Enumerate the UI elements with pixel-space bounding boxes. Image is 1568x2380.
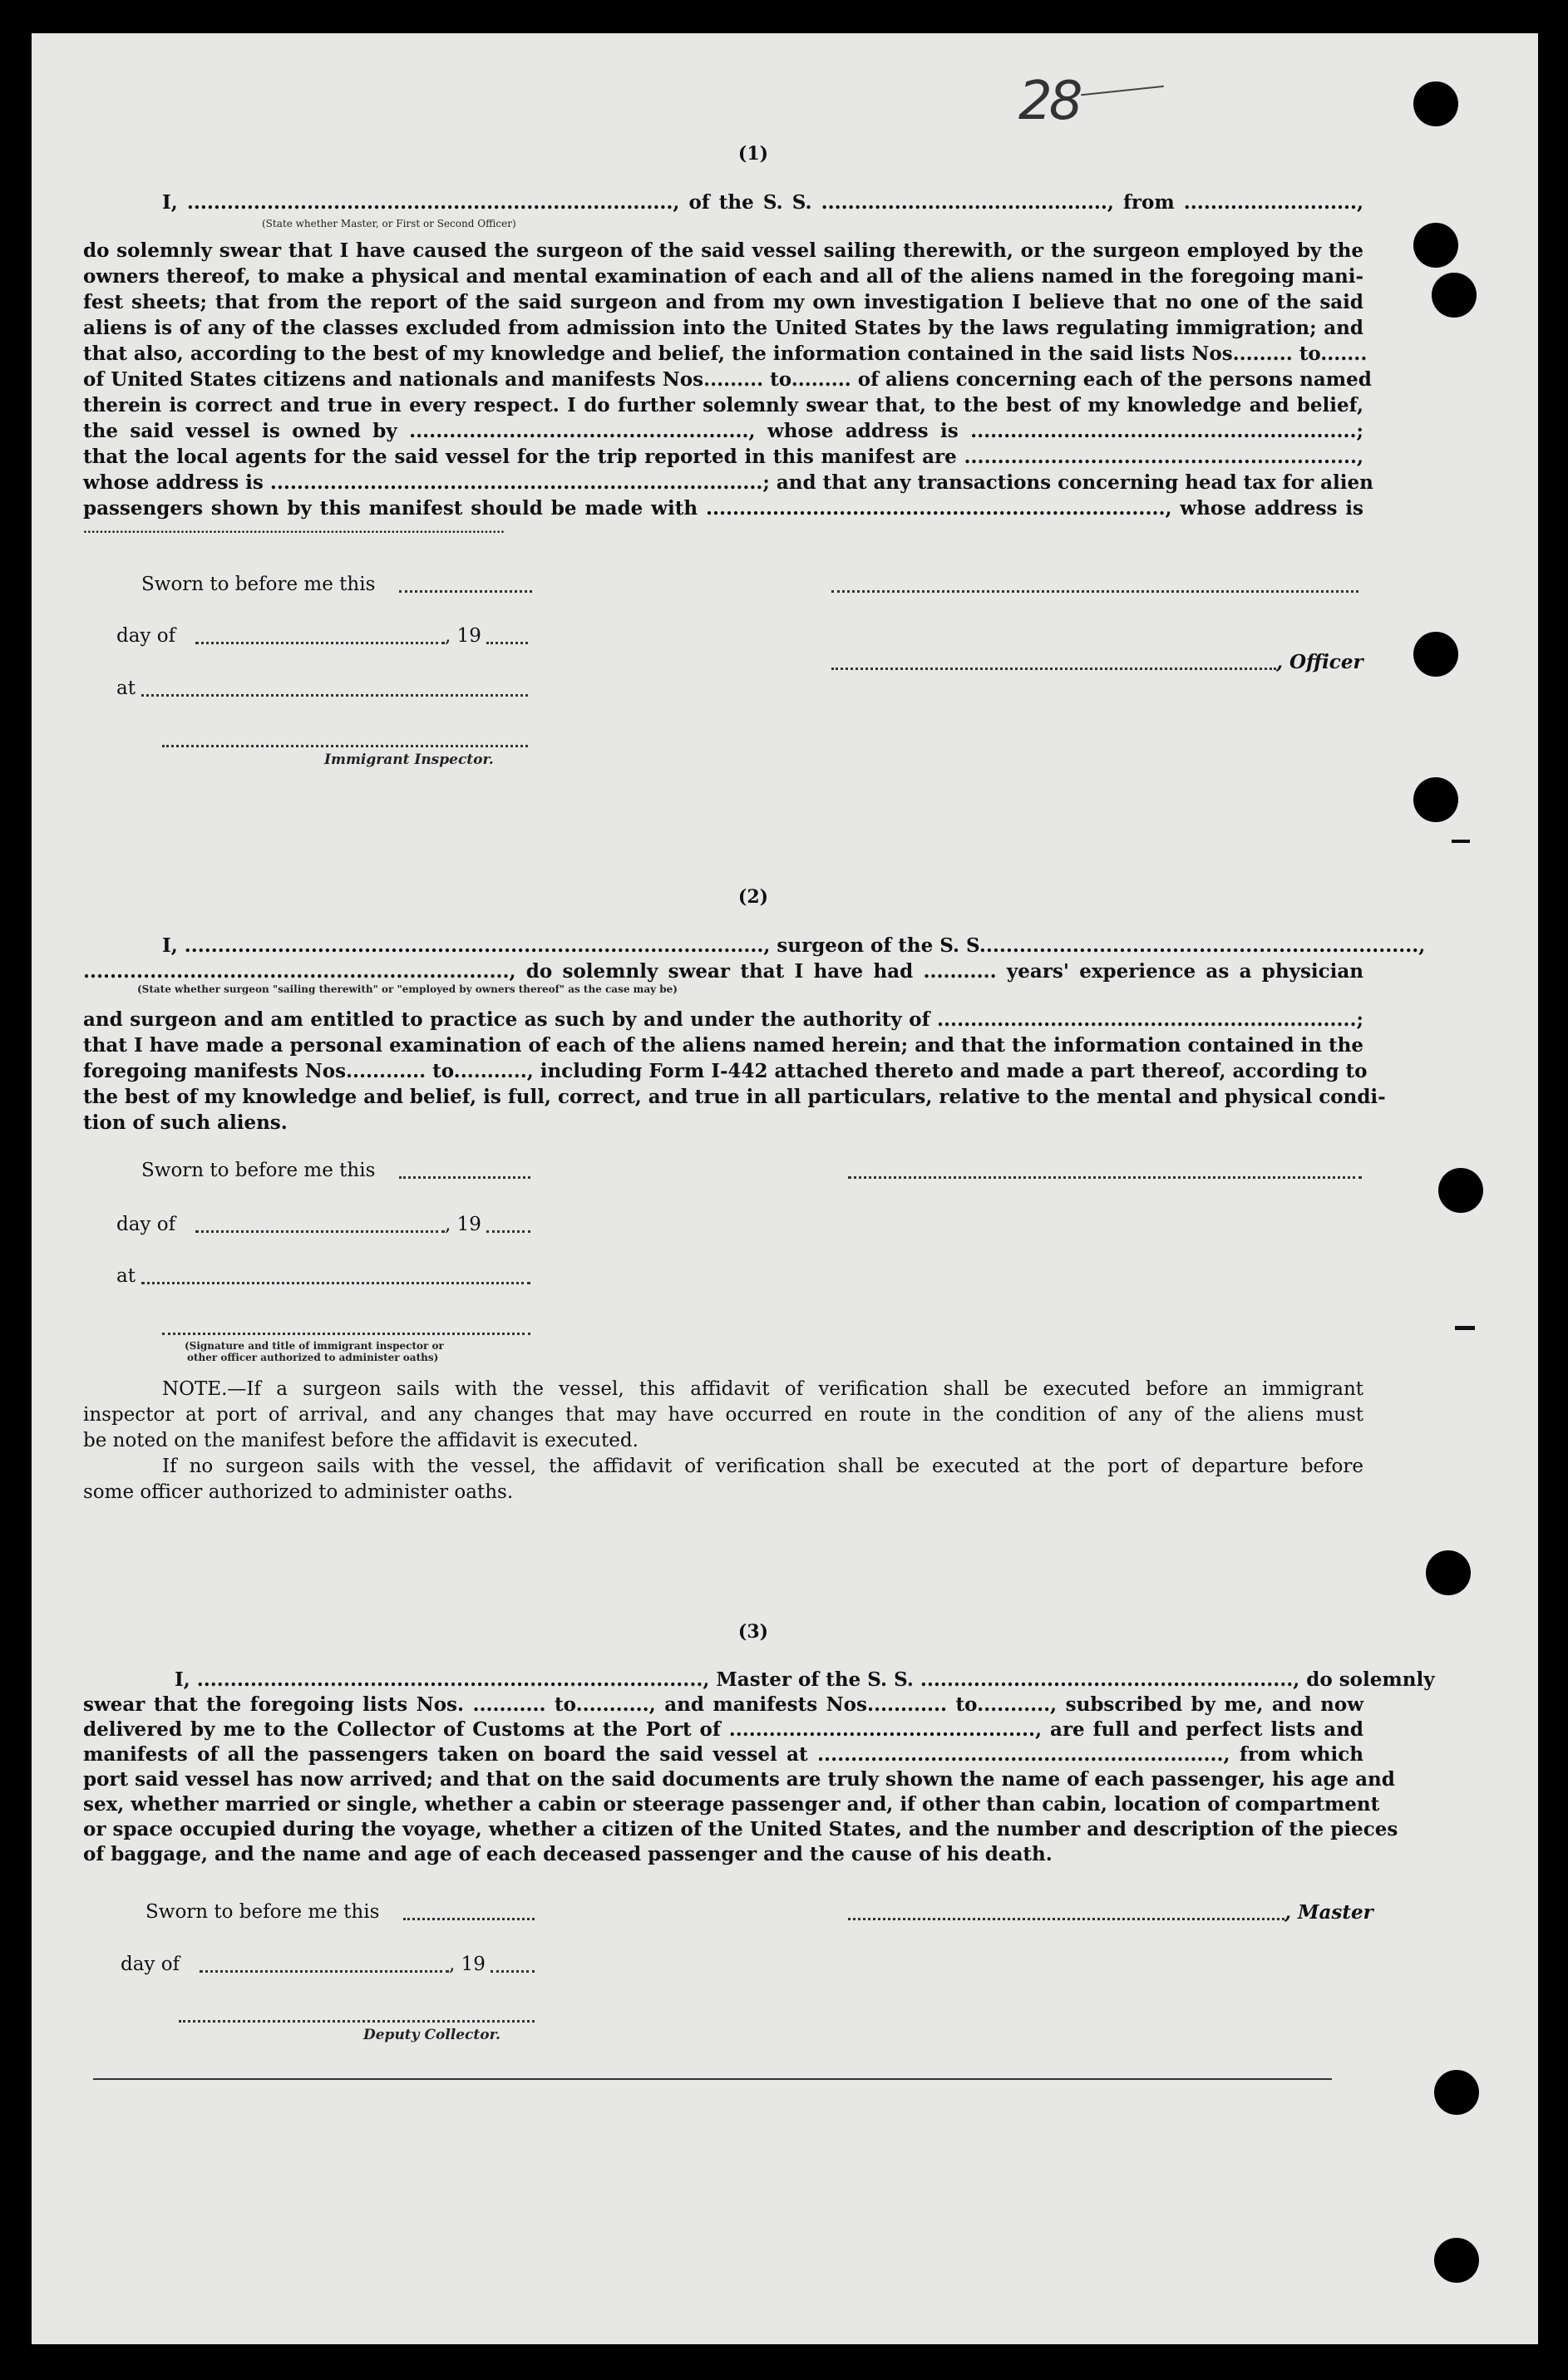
day-blank: [200, 1970, 449, 1973]
year-label: , 19: [445, 1214, 481, 1235]
text-line: whose address is ..........................................................................; and that any transactions concerning head tax for alien: [83, 471, 1373, 494]
text-line: or space occupied during the voyage, whether a citizen of the United States, and the number and description of the pieces: [83, 1818, 1398, 1840]
text-line: that the local agents for the said vessel for the trip reported in this manifest are ...........................................................,: [83, 446, 1363, 468]
text-line: and surgeon and am entitled to practice as such by and under the authority of ...............................................................;: [83, 1008, 1363, 1031]
officer-blank: [831, 668, 1276, 670]
edge-mark: [1452, 840, 1470, 843]
text-line: NOTE.—If a surgeon sails with the vessel, this affidavit of verification shall be executed before an immigrant: [162, 1378, 1363, 1400]
text-line: therein is correct and true in every respect. I do further solemnly swear that, to the best of my knowledge and belief,: [83, 394, 1363, 416]
text-line: of United States citizens and nationals and manifests Nos......... to......... of aliens concerning each of the persons named: [83, 368, 1372, 391]
text-line: do solemnly swear that I have caused the surgeon of the said vessel sailing therewith, or the surgeon employed by the: [83, 239, 1363, 262]
text-line: aliens is of any of the classes excluded from admission into the United States by the laws regulating immigration; and: [83, 317, 1363, 339]
text-line: inspector at port of arrival, and any changes that may have occurred en route in the condition of any of the aliens must: [83, 1404, 1363, 1426]
sworn-label: Sworn to before me this: [145, 1901, 380, 1923]
day-of-label: day of: [116, 1214, 176, 1235]
day-blank: [195, 1230, 445, 1233]
year-blank: [486, 642, 528, 644]
inspector-signature-blank: [162, 745, 528, 747]
text-line: passengers shown by this manifest should be made with ....................................................................., whose address is: [83, 497, 1363, 520]
text-line: port said vessel has now arrived; and that on the said documents are truly shown the name of each passenger, his age and: [83, 1768, 1395, 1791]
at-blank: [141, 1282, 530, 1284]
section-3-heading: (3): [737, 1621, 769, 1643]
binder-hole: [1413, 81, 1458, 126]
year-blank: [491, 1970, 535, 1973]
text-line: be noted on the manifest before the affidavit is executed.: [83, 1430, 639, 1451]
text-line: I, ......................................................................................., surgeon of the S. S..................................................................,: [162, 934, 1426, 957]
section-1-paragraph: [83, 238, 1373, 538]
year-label: , 19: [449, 1954, 486, 1975]
binder-hole: [1434, 2070, 1479, 2115]
text-line: If no surgeon sails with the vessel, the affidavit of verification shall be executed at the port of departure before: [162, 1456, 1363, 1477]
edge-mark: [1455, 1326, 1475, 1330]
text-line: tion of such aliens.: [83, 1111, 288, 1134]
section-2-paragraph: [83, 1007, 1386, 1136]
binder-hole: [1434, 2238, 1479, 2283]
text-line: ................................................................, do solemnly swear that I have had ........... years' experience as a physician: [83, 960, 1363, 983]
section-2-first-lines: [83, 933, 1426, 984]
binder-hole: [1438, 1168, 1483, 1213]
surgeon-note-paragraph: [83, 1377, 1363, 1505]
officer-label: , Officer: [1276, 651, 1363, 673]
binder-hole: [1413, 777, 1458, 822]
bottom-rule: [93, 2078, 1332, 2080]
master-label: , Master: [1284, 1901, 1373, 1924]
text-line: manifests of all the passengers taken on board the said vessel at ............................................................., from which: [83, 1743, 1363, 1766]
surgeon-signature-blank: [848, 1176, 1362, 1179]
at-blank: [141, 694, 528, 697]
officer-note: (State whether Master, or First or Second Officer): [262, 218, 516, 229]
year-blank: [486, 1230, 530, 1233]
text-line: some officer authorized to administer oaths.: [83, 1481, 514, 1503]
day-of-label: day of: [121, 1954, 180, 1975]
sworn-blank: [399, 1176, 530, 1179]
sworn-blank: [399, 590, 532, 593]
section-2-heading: (2): [737, 886, 769, 908]
text-line: the best of my knowledge and belief, is full, correct, and true in all particulars, relative to the mental and physical condi-: [83, 1086, 1386, 1108]
day-blank: [195, 642, 445, 644]
signature-note: (Signature and title of immigrant inspector or: [185, 1340, 444, 1352]
text-line: I, ........................................................................., of the S. S. ..........................................., from ..........................,: [162, 191, 1363, 214]
signature-note: other officer authorized to administer oaths): [187, 1352, 439, 1363]
at-label: at: [116, 678, 136, 699]
master-signature-blank: [848, 1918, 1284, 1920]
text-line: that also, according to the best of my knowledge and belief, the information contained in the said lists Nos......... to.......: [83, 342, 1368, 365]
binder-hole: [1432, 273, 1477, 318]
section-3-paragraph: [83, 1668, 1435, 1867]
text-line: sex, whether married or single, whether a cabin or steerage passenger and, if other than cabin, location of compartment: [83, 1793, 1380, 1816]
sworn-blank: [403, 1918, 535, 1920]
text-line: the said vessel is owned by ..................................................., whose address is ..........................................................;: [83, 420, 1363, 442]
collector-caption: Deputy Collector.: [363, 2027, 500, 2043]
inspector-caption: Immigrant Inspector.: [324, 751, 494, 768]
sworn-label: Sworn to before me this: [141, 1160, 376, 1181]
text-line: owners thereof, to make a physical and mental examination of each and all of the aliens named in the foregoing mani-: [83, 265, 1363, 288]
binder-hole: [1413, 223, 1458, 268]
handwritten-page-number: 28: [1018, 71, 1080, 132]
at-label: at: [116, 1265, 136, 1287]
text-line: that I have made a personal examination of each of the aliens named herein; and that the information contained in the: [83, 1034, 1363, 1057]
collector-signature-blank: [179, 2020, 535, 2023]
text-line: ........................................................................................................: [83, 523, 505, 536]
sworn-label: Sworn to before me this: [141, 574, 376, 595]
binder-hole: [1426, 1550, 1471, 1595]
binder-hole: [1413, 632, 1458, 677]
year-label: , 19: [445, 625, 481, 647]
inspector-signature-blank: [162, 1333, 530, 1335]
text-line: fest sheets; that from the report of the said surgeon and from my own investigation I believe that no one of the said: [83, 291, 1363, 313]
day-of-label: day of: [116, 625, 176, 647]
section-1-first-line: [83, 190, 1363, 215]
text-line: of baggage, and the name and age of each deceased passenger and the cause of his death.: [83, 1843, 1053, 1865]
officer-signature-blank: [831, 590, 1358, 593]
section-1-heading: (1): [737, 143, 769, 165]
text-line: foregoing manifests Nos............ to..........., including Form I-442 attached thereto and made a part thereof, according to: [83, 1060, 1368, 1082]
text-line: swear that the foregoing lists Nos. ........... to..........., and manifests Nos............ to..........., subscribed by me, and now: [83, 1693, 1363, 1716]
text-line: delivered by me to the Collector of Customs at the Port of .............................................., are full and perfect lists and: [83, 1718, 1363, 1741]
text-line: I, ............................................................................, Master of the S. S. ........................................................, do solemnly: [175, 1668, 1435, 1691]
surgeon-note: (State whether surgeon "sailing therewith" or "employed by owners thereof" as the case may be): [137, 983, 678, 995]
